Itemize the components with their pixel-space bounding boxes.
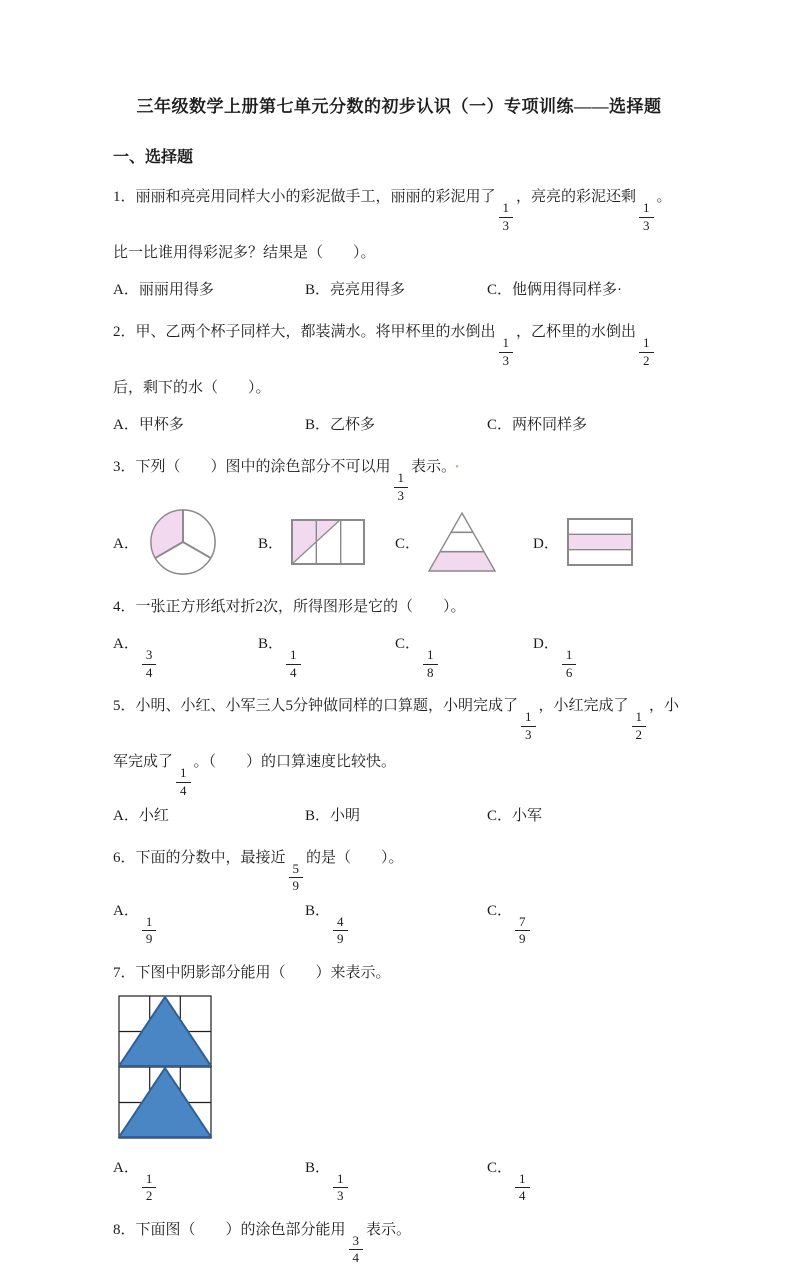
fraction: $\frac{1}{2}$ [142, 1172, 157, 1204]
rectangle-diagonal-figure [291, 519, 365, 566]
fraction: $\frac{1}{2}$ [632, 710, 647, 742]
fraction: $\frac{1}{4}$ [286, 648, 301, 680]
figure-label: D． [533, 535, 559, 552]
question-8-text: 8．下面图（ ）的涂色部分能用 $\frac{3}{4}$ 表示。 [113, 1221, 412, 1266]
option: C． $\frac{1}{8}$ [395, 628, 533, 680]
triangle-bands-figure [428, 511, 496, 573]
option: A．小红 [113, 807, 169, 824]
fraction: $\frac{1}{2}$ [639, 336, 654, 368]
question-8 [113, 1210, 685, 1266]
option: B． $\frac{1}{3}$ [305, 1152, 487, 1204]
option: C．小军 [487, 807, 543, 824]
question-3 [113, 447, 685, 577]
fraction: $\frac{1}{9}$ [142, 915, 157, 947]
figure-label: B． [258, 535, 284, 552]
figure-option-d [533, 518, 685, 566]
option: A．丽丽用得多 [113, 282, 214, 299]
figure-option-b [258, 519, 395, 566]
option: A． $\frac{1}{9}$ [113, 895, 305, 947]
question-1-text: 1．丽丽和亮亮用同样大小的彩泥做手工，丽丽的彩泥用了 $\frac{1}{3}$ ，亮亮的彩泥还剩 $\frac{1}{3}$ 。比一比谁用得彩泥多？结果是（ ）。 [113, 189, 672, 262]
question-5-text: 5．小明、小红、小军三人5分钟做同样的口算题，小明完成了 $\frac{1}{3}$ ，小红完成了 $\frac{1}{2}$ ，小军完成了 $\frac{1}{4}$ 。（ ）的口算速度比较快。 [113, 698, 680, 799]
grid-triangles-figure [118, 995, 212, 1139]
fraction: $\frac{1}{3}$ [499, 336, 514, 368]
fraction: $\frac{5}{9}$ [289, 862, 304, 894]
option: A． $\frac{3}{4}$ [113, 628, 258, 680]
question-6 [113, 838, 685, 947]
question-7-text: 7．下图中阴影部分能用（ ）来表示。 [113, 964, 391, 981]
question-4-options [113, 628, 685, 680]
question-4 [113, 587, 685, 680]
question-7-figure [118, 995, 685, 1144]
question-5 [113, 686, 685, 831]
option: C．两杯同样多 [487, 417, 588, 434]
question-7 [113, 953, 685, 1204]
fraction: $\frac{1}{3}$ [499, 201, 514, 233]
option: B． $\frac{4}{9}$ [305, 895, 487, 947]
question-7-options [113, 1152, 685, 1204]
question-6-options [113, 895, 685, 947]
figure-option-c [395, 511, 533, 573]
rectangle-strips-figure [567, 518, 633, 566]
fraction: $\frac{1}{4}$ [176, 766, 191, 798]
question-2 [113, 312, 685, 441]
page-title: 三年级数学上册第七单元分数的初步认识（一）专项训练——选择题 [136, 97, 662, 116]
fraction: $\frac{1}{3}$ [333, 1172, 348, 1204]
fraction: $\frac{3}{4}$ [349, 1234, 364, 1266]
option: B．小明 [305, 807, 361, 824]
section-heading: 一、选择题 [113, 149, 194, 166]
question-1-options [113, 274, 685, 306]
option: C． $\frac{7}{9}$ [487, 895, 685, 947]
fraction: $\frac{1}{3}$ [639, 201, 654, 233]
option: B．亮亮用得多 [305, 282, 406, 299]
option: D． $\frac{1}{6}$ [533, 628, 685, 680]
stray-mark: · [454, 459, 460, 476]
question-6-text: 6．下面的分数中，最接近 $\frac{5}{9}$ 的是（ ）。 [113, 849, 404, 894]
fraction: $\frac{3}{4}$ [142, 648, 157, 680]
question-3-figures [113, 507, 685, 577]
question-4-text: 4．一张正方形纸对折2次，所得图形是它的（ ）。 [113, 599, 466, 616]
fraction: $\frac{1}{6}$ [562, 648, 577, 680]
option: B．乙杯多 [305, 417, 376, 434]
fraction: $\frac{1}{3}$ [521, 710, 536, 742]
option: B． $\frac{1}{4}$ [258, 628, 395, 680]
fraction: $\frac{1}{8}$ [423, 648, 438, 680]
fraction: $\frac{1}{3}$ [394, 471, 409, 503]
figure-label: A． [113, 535, 139, 552]
question-1 [113, 177, 685, 306]
option: C． $\frac{1}{4}$ [487, 1152, 685, 1204]
question-3-text: 3．下列（ ）图中的涂色部分不可以用 $\frac{1}{3}$ 表示。 · [113, 459, 460, 503]
figure-option-a [113, 507, 258, 577]
question-2-options [113, 409, 685, 441]
circle-thirds-figure [147, 507, 219, 577]
option: A．甲杯多 [113, 417, 184, 434]
figure-label: C． [395, 535, 421, 552]
question-5-options [113, 800, 685, 832]
option: C．他俩用得同样多· [487, 282, 623, 299]
question-2-text: 2．甲、乙两个杯子同样大，都装满水。将甲杯里的水倒出 $\frac{1}{3}$ ，乙杯里的水倒出 $\frac{1}{2}$ 后，剩下的水（ ）。 [113, 312, 685, 408]
fraction: $\frac{7}{9}$ [515, 915, 530, 947]
fraction: $\frac{1}{4}$ [515, 1172, 530, 1204]
fraction: $\frac{4}{9}$ [333, 915, 348, 947]
option: A． $\frac{1}{2}$ [113, 1152, 305, 1204]
